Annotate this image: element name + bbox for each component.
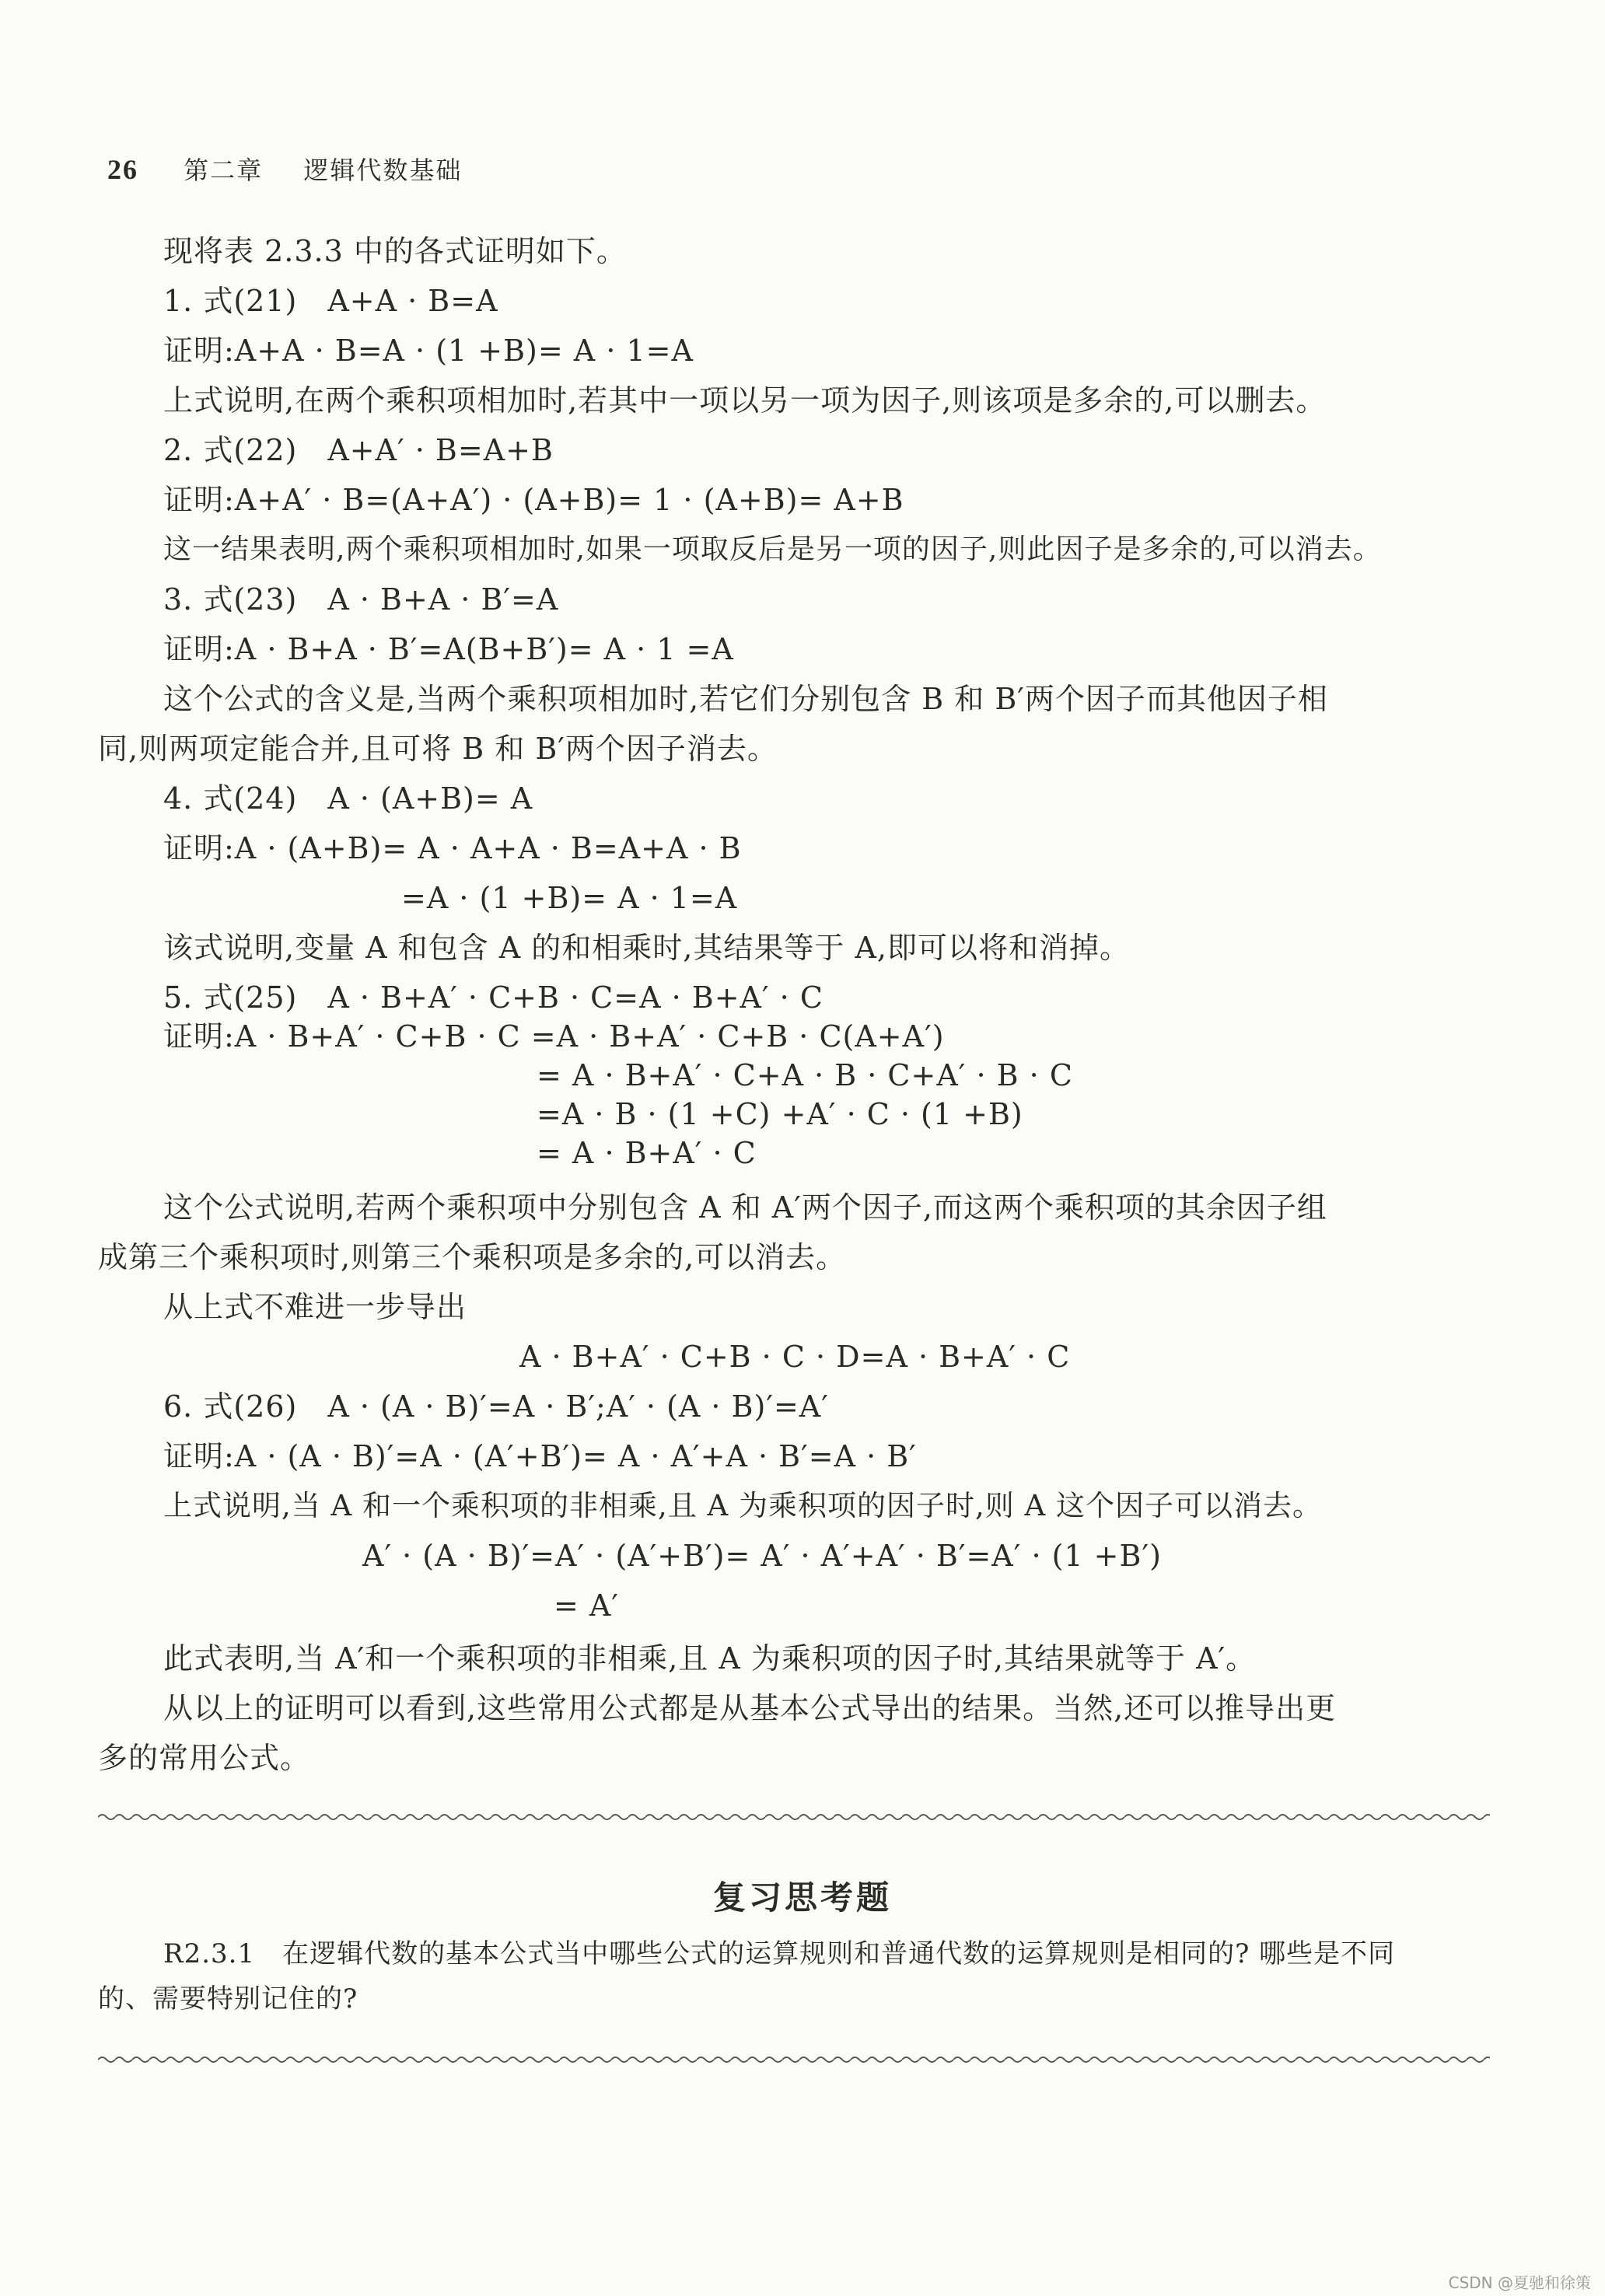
proof-line: =A · B · (1 +C) +A′ · C · (1 +B) xyxy=(537,1097,1023,1131)
text-line: 这一结果表明,两个乘积项相加时,如果一项取反后是另一项的因子,则此因子是多余的,可以消去。 xyxy=(163,533,1382,565)
review-question-line: R2.3.1 在逻辑代数的基本公式当中哪些公式的运算规则和普通代数的运算规则是相同的? 哪些是不同 xyxy=(163,1938,1396,1969)
proof-line: 证明:A · B+A′ · C+B · C =A · B+A′ · C+B · C(A+A′) xyxy=(163,1019,945,1054)
proof-line: 证明:A · B+A · B′=A(B+B′)= A · 1 =A xyxy=(163,632,734,666)
review-title: 复习思考题 xyxy=(712,1878,892,1917)
proof-line: = A · B+A′ · C+A · B · C+A′ · B · C xyxy=(537,1058,1073,1092)
text-line: 同,则两项定能合并,且可将 B 和 B′两个因子消去。 xyxy=(98,732,778,766)
review-question-line: 的、需要特别记住的? xyxy=(98,1983,358,2015)
proof-line: = A′ xyxy=(554,1588,619,1623)
formula-heading: 5. 式(25) A · B+A′ · C+B · C=A · B+A′ · C xyxy=(163,980,823,1015)
wavy-divider-top xyxy=(98,1812,1490,1822)
proof-line: 证明:A · (A+B)= A · A+A · B=A+A · B xyxy=(163,831,742,865)
proof-line: A′ · (A · B)′=A′ · (A′+B′)= A′ · A′+A′ · B′=A′ · (1 +B′) xyxy=(362,1539,1162,1573)
text-line: 该式说明,变量 A 和包含 A 的和相乘时,其结果等于 A,即可以将和消掉。 xyxy=(163,931,1130,965)
text-line: 从以上的证明可以看到,这些常用公式都是从基本公式导出的结果。当然,还可以推导出更 xyxy=(163,1691,1337,1725)
formula-heading: 6. 式(26) A · (A · B)′=A · B′;A′ · (A · B)′=A′ xyxy=(163,1389,829,1424)
chapter-label: 第二章 xyxy=(184,156,264,185)
formula-heading: 1. 式(21) A+A · B=A xyxy=(163,284,498,318)
derived-formula: A · B+A′ · C+B · C · D=A · B+A′ · C xyxy=(519,1340,1071,1374)
text-line: 此式表明,当 A′和一个乘积项的非相乘,且 A 为乘积项的因子时,其结果就等于 A′。 xyxy=(163,1641,1257,1676)
formula-heading: 2. 式(22) A+A′ · B=A+B xyxy=(163,433,554,467)
text-line: 上式说明,在两个乘积项相加时,若其中一项以另一项为因子,则该项是多余的,可以删去。 xyxy=(163,383,1327,418)
proof-line: = A · B+A′ · C xyxy=(537,1136,757,1170)
proof-line: =A · (1 +B)= A · 1=A xyxy=(401,881,738,915)
page-number: 26 xyxy=(107,154,138,185)
text-line: 现将表 2.3.3 中的各式证明如下。 xyxy=(163,234,627,268)
formula-heading: 3. 式(23) A · B+A · B′=A xyxy=(163,582,559,617)
formula-heading: 4. 式(24) A · (A+B)= A xyxy=(163,781,533,816)
running-header xyxy=(107,151,462,187)
text-line: 这个公式说明,若两个乘积项中分别包含 A 和 A′两个因子,而这两个乘积项的其余因子组 xyxy=(163,1190,1327,1225)
text-line: 这个公式的含义是,当两个乘积项相加时,若它们分别包含 B 和 B′两个因子而其他因子相 xyxy=(163,682,1328,716)
proof-line: 证明:A+A′ · B=(A+A′) · (A+B)= 1 · (A+B)= A+B xyxy=(163,483,904,517)
proof-line: 证明:A+A · B=A · (1 +B)= A · 1=A xyxy=(163,334,694,368)
chapter-title: 逻辑代数基础 xyxy=(303,156,463,185)
text-line: 多的常用公式。 xyxy=(98,1741,311,1775)
proof-line: 证明:A · (A · B)′=A · (A′+B′)= A · A′+A · B′=A · B′ xyxy=(163,1439,917,1473)
text-line: 成第三个乘积项时,则第三个乘积项是多余的,可以消去。 xyxy=(98,1240,847,1274)
wavy-divider-bottom xyxy=(98,2054,1490,2065)
watermark: CSDN @夏驰和徐策 xyxy=(1448,2273,1591,2292)
text-line: 上式说明,当 A 和一个乘积项的非相乘,且 A 为乘积项的因子时,则 A 这个因子可以消去。 xyxy=(163,1489,1323,1522)
text-line: 从上式不难进一步导出 xyxy=(163,1290,467,1324)
